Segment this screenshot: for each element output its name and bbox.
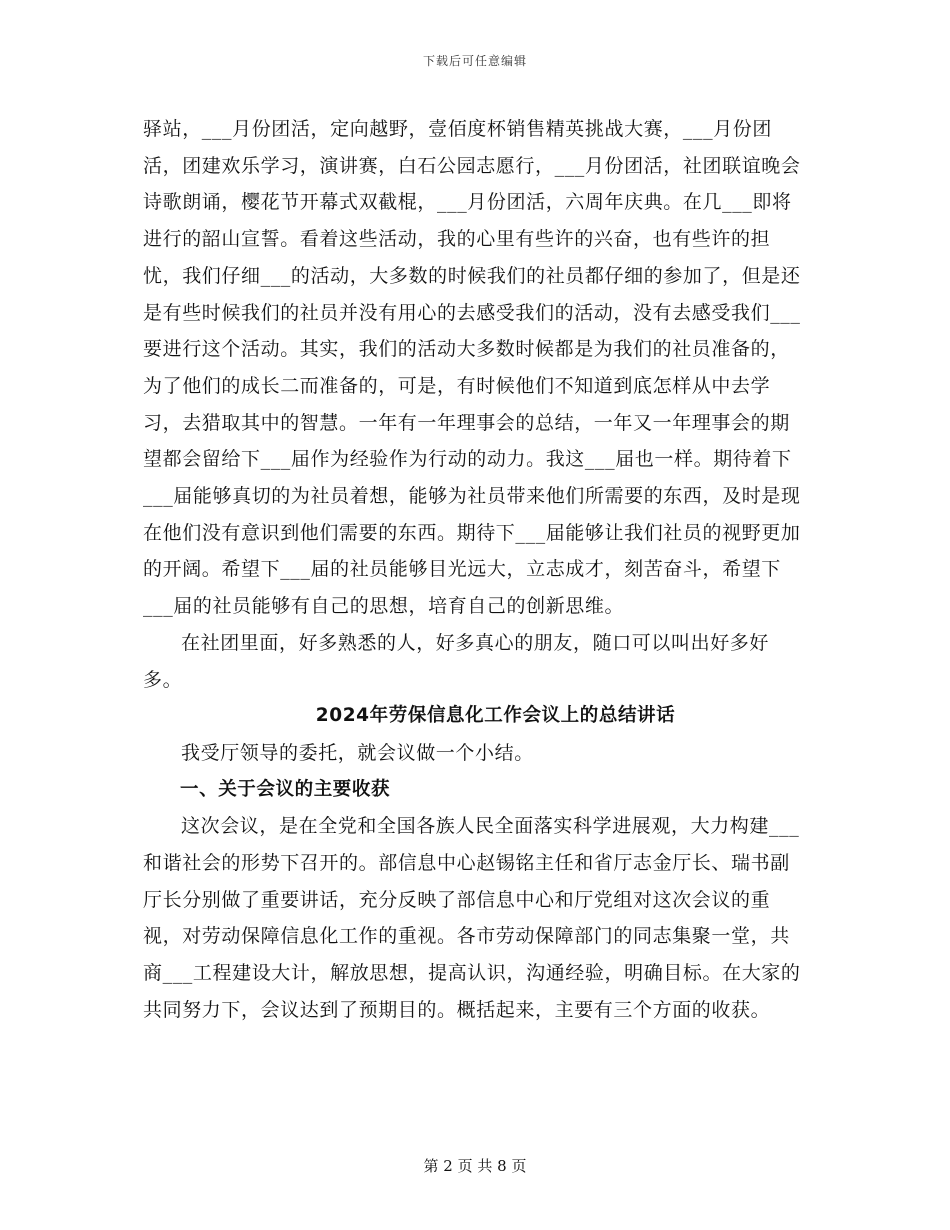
- document-body: [143, 111, 808, 1029]
- section-heading: 一、关于会议的主要收获: [180, 778, 391, 800]
- body-paragraph: 我受厅领导的委托，就会议做一个小结。: [181, 741, 534, 764]
- document-title: 2024年劳保信息化工作会议上的总结讲话: [315, 705, 676, 727]
- body-paragraph: 在社团里面，好多熟悉的人，好多真心的朋友，随口可以叫出好多好多。: [143, 631, 770, 691]
- page-header-note: 下载后可任意编辑: [422, 54, 527, 68]
- page-number-footer: 第 2 页 共 8 页: [423, 1157, 527, 1175]
- body-paragraph: 驿站，___月份团活，定向越野，壹佰度杯销售精英挑战大赛，___月份团活，团建欢乐学习，演讲赛，白石公园志愿行，___月份团活，社团联谊晚会诗歌朗诵，樱花节开幕式双截棍，___月份团活，六周年庆典。在几___即将进行的韶山宣誓。看着这些活动，我的心里有些许的兴奋，也有些许的担忧，我们仔细___的活动，大多数的时候我们的社员都仔细的参加了，但是还是有些时候我们的社员并没有用心的去感受我们的活动，没有去感受我们___要进行这个活动。其实，我们的活动大多数时候都是为我们的社员准备的，为了他们的成长二而准备的，可是，有时候他们不知道到底怎样从中去学习，去猎取其中的智慧。一年有一年理事会的总结，一年又一年理事会的期望都会留给下___届作为经验作为行动的动力。我这___届也一样。期待着下___届能够真切的为社员着想，能够为社员带来他们所需要的东西，及时是现在他们没有意识到他们需要的东西。期待下___届能够让我们社员的视野更加的开阔。希望下___届的社员能够目光远大，立志成才，刻苦奋斗，希望下___届的社员能够有自己的思想，培育自己的创新思维。: [143, 118, 801, 618]
- body-paragraph: 这次会议，是在全党和全国各族人民全面落实科学进展观，大力构建___和谐社会的形势下召开的。部信息中心赵锡铭主任和省厅志金厅长、瑞书副厅长分别做了重要讲话，充分反映了部信息中心和厅党组对这次会议的重视，对劳动保障信息化工作的重视。各市劳动保障部门的同志集聚一堂，共商___工程建设大计，解放思想，提高认识，沟通经验，明确目标。在大家的共同努力下，会议达到了预期目的。概括起来，主要有三个方面的收获。: [143, 815, 801, 1021]
